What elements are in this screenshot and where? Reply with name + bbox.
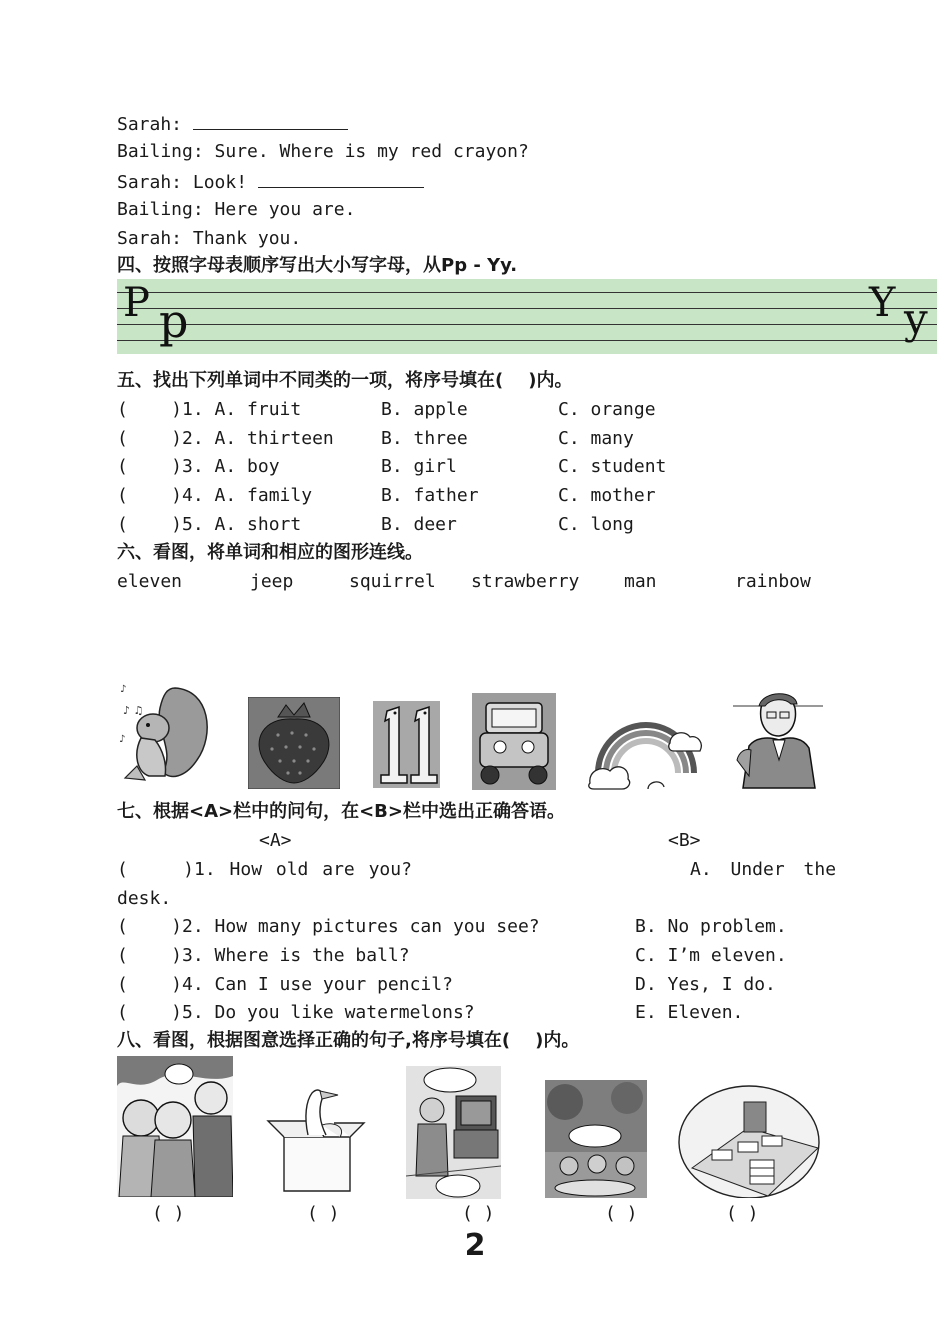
jeep-picture[interactable] [472,693,556,790]
dialogue-line-4: Bailing: Here you are. [117,199,356,220]
dialogue-line-1: Sarah: [117,111,348,135]
rainbow-picture[interactable] [588,703,704,790]
word-jeep[interactable]: jeep [250,571,294,592]
dialogue-line-3: Sarah: Look! [117,169,424,193]
letter-p-lower: p [159,294,189,348]
answer-paren-1[interactable]: ( ) [152,1203,185,1224]
section-7-title: 七、根据<A>栏中的问句，在<B>栏中选出正确答语。 [117,801,565,822]
books-on-desk-picture[interactable] [678,1078,820,1198]
word-strawberry[interactable]: strawberry [471,571,580,592]
answer-paren-3[interactable]: ( ) [462,1203,495,1224]
answer-b: B. No problem. [635,916,787,937]
answer-d: D. Yes, I do. [635,974,776,995]
section-4-title: 四、按照字母表顺序写出大小写字母，从Pp - Yy. [117,255,518,276]
word-man[interactable]: man [624,571,657,592]
answer-e: E. Eleven. [635,1002,744,1023]
column-b-header: <B> [668,830,701,851]
section-6-title: 六、看图，将单词和相应的图形连线。 [117,542,423,563]
answer-paren-5[interactable]: ( ) [726,1203,759,1224]
svg-text:♪: ♪ [120,684,127,695]
page-number: 2 [464,1228,486,1263]
bird-in-box-picture[interactable] [264,1077,367,1195]
answer-a-wrap: desk. [117,888,172,909]
answer-blank[interactable] [193,111,348,130]
answer-paren-4[interactable]: ( ) [605,1203,638,1224]
letter-P-upper: P [123,280,150,326]
section-8-title: 八、看图，根据图意选择正确的句子,将序号填在( )内。 [117,1030,580,1051]
children-talking-picture[interactable] [117,1056,233,1197]
dialogue-line-2: Bailing: Sure. Where is my red crayon? [117,141,529,162]
man-picture[interactable] [733,690,823,790]
question-4: ( )4. Can I use your pencil? [117,974,453,995]
tv-room-picture[interactable] [406,1066,501,1199]
letter-Y-upper: Y [869,280,896,326]
dialogue-line-5: Sarah: Thank you. [117,228,302,249]
word-squirrel[interactable]: squirrel [349,571,436,592]
question-5: ( )5. Do you like watermelons? [117,1002,475,1023]
svg-text:♪ ♫: ♪ ♫ [123,704,144,717]
strawberry-picture[interactable] [248,697,340,789]
answer-a: A. Under the [690,859,837,880]
squirrel-picture[interactable] [115,680,217,788]
answer-paren-2[interactable]: ( ) [307,1203,340,1224]
letter-y-lower: y [904,294,928,343]
answer-blank[interactable] [258,169,424,188]
park-picnic-picture[interactable] [545,1080,647,1198]
eleven-picture[interactable] [373,701,440,788]
letter-writing-lines[interactable] [117,279,937,354]
word-eleven[interactable]: eleven [117,571,183,592]
word-rainbow[interactable]: rainbow [735,571,811,592]
section-5-title: 五、找出下列单词中不同类的一项，将序号填在( )内。 [117,370,573,391]
svg-text:♪: ♪ [119,734,126,745]
column-a-header: <A> [259,830,292,851]
question-3: ( )3. Where is the ball? [117,945,410,966]
question-2: ( )2. How many pictures can you see? [117,916,540,937]
answer-c: C. I’m eleven. [635,945,787,966]
question-1: ( )1. How old are you? [117,859,412,880]
